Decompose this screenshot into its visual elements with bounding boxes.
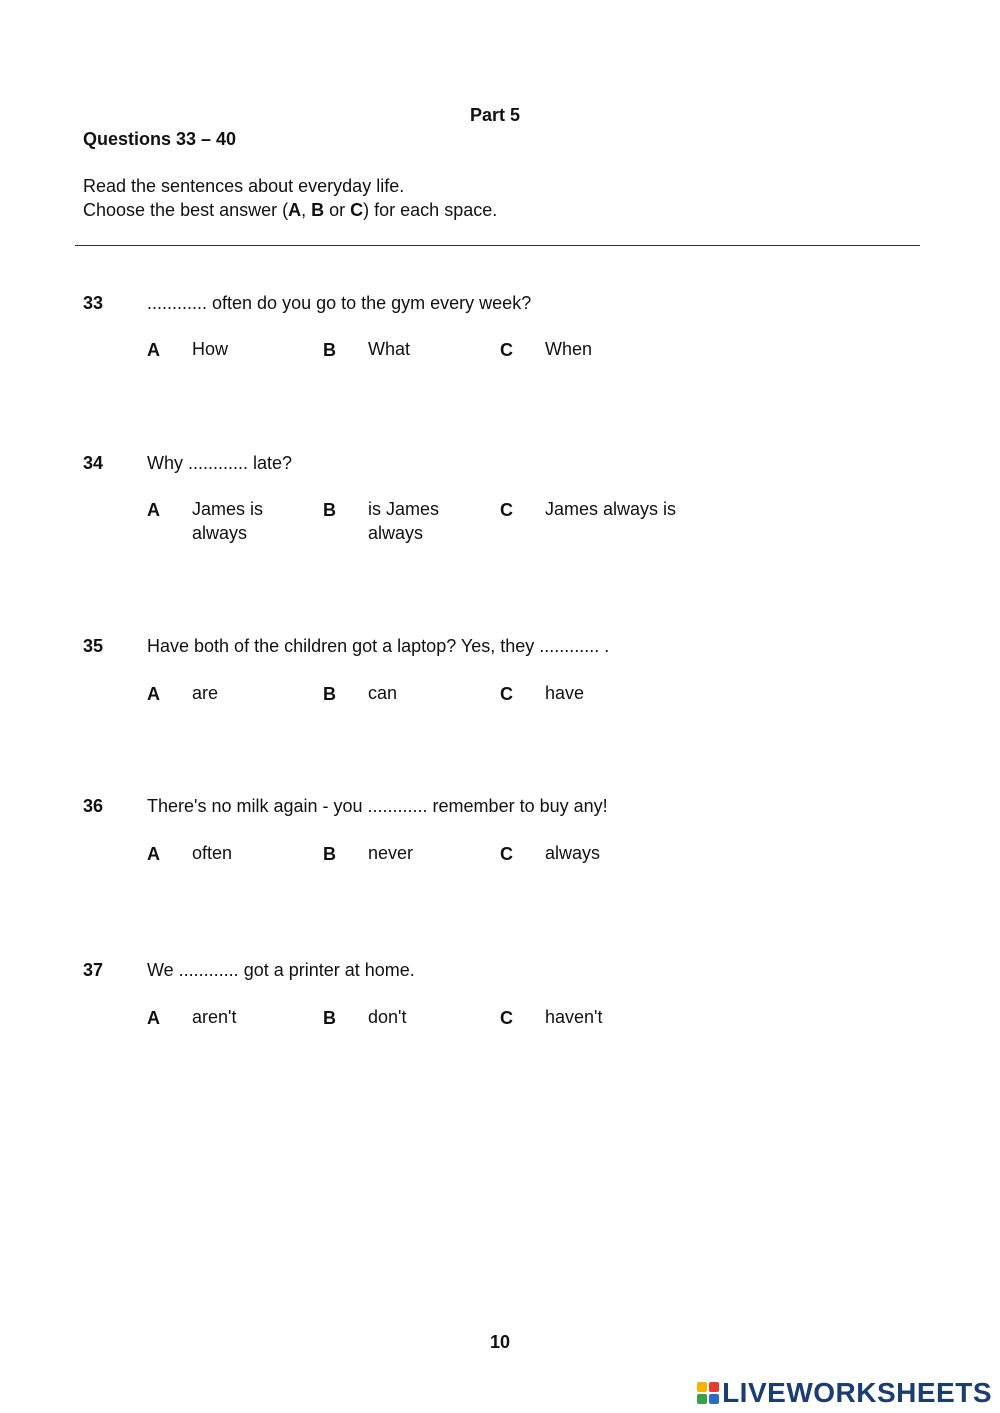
page-number: 10 <box>489 1332 511 1352</box>
question-number: 37 <box>83 960 104 980</box>
option-letter-c: C <box>500 1008 513 1028</box>
option-letter-a: A <box>147 340 160 360</box>
question-number: 34 <box>83 453 104 473</box>
option-letter-b: B <box>323 844 336 864</box>
question-text: We ............ got a printer at home. <box>147 960 415 980</box>
liveworksheets-logo[interactable] <box>697 1378 992 1408</box>
option-letter-a: A <box>147 684 160 704</box>
question-text: There's no milk again - you ............ remember to buy any! <box>147 796 608 816</box>
option-c[interactable]: always <box>545 843 601 863</box>
option-letter-c: C <box>500 340 513 360</box>
divider-line <box>75 245 920 246</box>
option-a[interactable]: often <box>192 843 233 863</box>
option-letter-a: A <box>147 844 160 864</box>
option-letter-c: C <box>500 684 513 704</box>
logo-block-green <box>697 1394 707 1404</box>
option-letter-c: C <box>500 500 513 520</box>
option-letter-a: A <box>147 1008 160 1028</box>
instruction-text: or <box>324 200 351 220</box>
option-letter-a: A <box>147 500 160 520</box>
instruction-letter-a: A <box>288 200 302 220</box>
option-b[interactable]: What <box>368 339 411 359</box>
option-c[interactable]: have <box>545 683 585 703</box>
option-b[interactable]: is James always <box>368 499 440 543</box>
option-a[interactable]: are <box>192 683 219 703</box>
option-b[interactable]: can <box>368 683 398 703</box>
option-b[interactable]: never <box>368 843 414 863</box>
question-text: ............ often do you go to the gym every week? <box>147 293 532 313</box>
instruction-text: ) for each space. <box>363 200 498 220</box>
question-number: 33 <box>83 293 104 313</box>
instruction-text: Choose the best answer ( <box>83 200 289 220</box>
instruction-text: , <box>301 200 312 220</box>
question-text: Why ............ late? <box>147 453 293 473</box>
logo-block-blue <box>709 1394 719 1404</box>
logo-block-red <box>709 1382 719 1392</box>
option-b[interactable]: don't <box>368 1007 407 1027</box>
option-c[interactable]: haven't <box>545 1007 603 1027</box>
logo-text: LIVEWORKSHEETS <box>722 1377 992 1408</box>
instruction-letter-c: C <box>350 200 364 220</box>
option-letter-b: B <box>323 1008 336 1028</box>
option-c[interactable]: When <box>545 339 593 359</box>
part-title: Part 5 <box>469 105 521 125</box>
option-letter-b: B <box>323 684 336 704</box>
question-number: 36 <box>83 796 104 816</box>
question-text: Have both of the children got a laptop? Yes, they ............ . <box>147 636 610 656</box>
option-c[interactable]: James always is <box>545 499 677 519</box>
question-number: 35 <box>83 636 104 656</box>
option-a[interactable]: aren't <box>192 1007 237 1027</box>
option-letter-b: B <box>323 340 336 360</box>
option-a[interactable]: How <box>192 339 229 359</box>
instruction-line-1: Read the sentences about everyday life. <box>83 176 405 196</box>
questions-range-heading: Questions 33 – 40 <box>83 129 237 149</box>
option-letter-c: C <box>500 844 513 864</box>
liveworksheets-logo-icon <box>697 1382 719 1404</box>
instruction-letter-b: B <box>311 200 325 220</box>
logo-block-yellow <box>697 1382 707 1392</box>
instruction-line-2 <box>83 200 497 221</box>
option-a[interactable]: James is always <box>192 499 264 543</box>
option-letter-b: B <box>323 500 336 520</box>
